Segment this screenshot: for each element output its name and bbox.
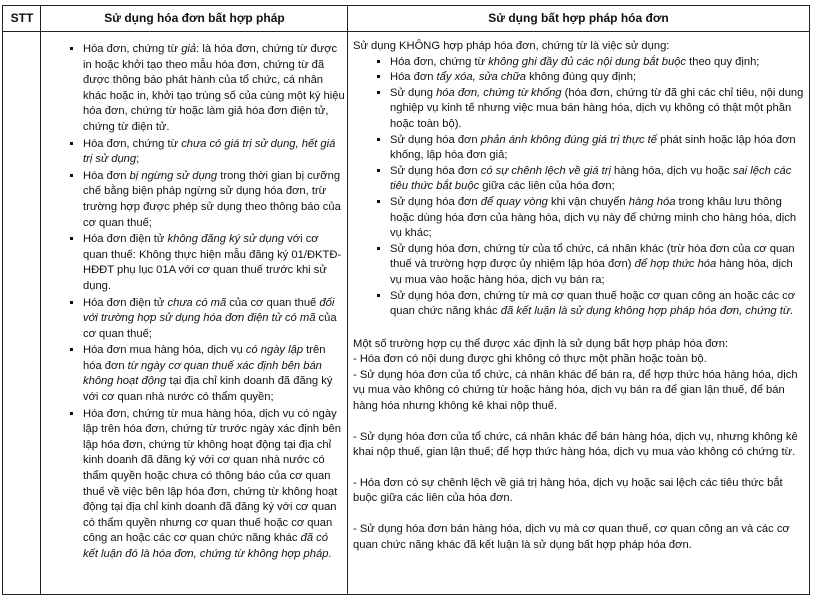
list-item xyxy=(390,133,805,164)
case-5: - Sử dụng hóa đơn bán hàng hóa, dịch vụ mà cơ quan thuế, cơ quan công an và các cơ quan chức năng khác đã kết luận là sử dụng bất hợp pháp hóa đơn. xyxy=(353,523,790,551)
text: : là hóa đơn, chứng từ được in hoặc khởi tạo theo mẫu hóa đơn, chứng từ đã được thông báo phát hành của tổ chức, cá nhân khác hoặc in, khởi tạo trùng số của cùng một ký hiệu hóa đơn, chứng từ hoặc làm giả hóa đơn điện tử, chứng từ điện tử. xyxy=(83,43,345,133)
text: theo quy định; xyxy=(686,55,760,68)
header-col-1: Sử dụng hóa đơn bất hợp pháp xyxy=(104,11,285,25)
list-item xyxy=(390,195,805,242)
cases-block xyxy=(353,337,805,554)
text: hàng hóa, dịch vụ mua vào hoặc hàng hóa, dịch vụ bán ra; xyxy=(390,258,793,286)
italic-text: hóa đơn, chứng từ khống xyxy=(436,86,562,99)
text: Hóa đơn, chứng từ xyxy=(83,137,182,150)
col2-cell xyxy=(353,39,805,553)
text: Hóa đơn, chứng từ xyxy=(390,55,489,68)
italic-text: chưa có mã xyxy=(167,296,227,309)
divider-stt xyxy=(40,6,41,594)
header-col-2: Sử dụng bất hợp pháp hóa đơn xyxy=(488,11,669,25)
text: . xyxy=(789,305,794,318)
col1-cell xyxy=(53,42,345,564)
list-item xyxy=(390,55,805,71)
text: Hóa đơn điện tử xyxy=(83,296,168,309)
case-2: - Sử dụng hóa đơn của tổ chức, cá nhân khác để bán ra, để hợp thức hóa hàng hóa, dịch vụ mua vào không có chứng từ hoặc hàng hóa, dịch vụ bán ra để gian lận thuế, để bán hàng hóa nhưng không kê khai nộp thuế. xyxy=(353,368,798,413)
case-4: - Hóa đơn có sự chênh lệch về giá trị hàng hóa, dịch vụ hoặc sai lệch các tiêu thức bắt buộc giữa các liên của hóa đơn. xyxy=(353,476,783,505)
italic-text: phản ánh không đúng giá trị thực tế xyxy=(480,133,657,146)
text: (hóa đơn, chứng từ đã ghi các chỉ tiêu, nội dung nghiệp vụ kinh tế nhưng việc mua bán hàng hóa, dịch vụ không có thật một phần hoặc toàn bộ). xyxy=(390,86,804,130)
table-header xyxy=(3,6,809,32)
text: Sử dụng xyxy=(390,86,437,99)
list-item xyxy=(83,296,345,343)
italic-text: chưa có giá trị sử dụng, hết giá trị sử dụng xyxy=(83,137,336,166)
list-item xyxy=(83,343,345,405)
header-stt: STT xyxy=(10,11,34,25)
list-item xyxy=(390,86,805,133)
list-item xyxy=(83,232,345,294)
text: với cơ quan thuế: Không thực hiện mẫu đăng ký 01/ĐKTĐ-HĐĐT phụ lục 01A với cơ quan thuế trước khi sử dụng. xyxy=(83,233,342,292)
comparison-table xyxy=(2,5,810,595)
italic-text: đối với trường hợp sử dụng hóa đơn điện tử có mã xyxy=(83,296,335,325)
case-1: - Hóa đơn có nội dung được ghi không có thực một phần hoặc toàn bộ. xyxy=(353,353,707,366)
text: tại địa chỉ kinh doanh đã đăng ký với cơ quan nhà nước có thẩm quyền; xyxy=(83,375,333,404)
italic-text: để hợp thức hóa xyxy=(634,258,717,271)
italic-text: bị ngừng sử dụng xyxy=(129,169,218,182)
text: không đúng quy định; xyxy=(525,71,637,84)
text: trong khâu lưu thông hoặc dùng hóa đơn của hàng hóa, dịch vụ này để chứng minh cho hàng hóa, dịch vụ khác; xyxy=(390,195,797,240)
text: Hóa đơn điện tử xyxy=(83,233,168,246)
italic-text: từ ngày cơ quan thuế xác định bên bán không hoạt động xyxy=(83,359,322,388)
text: Sử dụng hóa đơn xyxy=(390,133,481,146)
italic-text: tẩy xóa, sửa chữa xyxy=(436,71,526,84)
italic-text: không đăng ký sử dụng xyxy=(167,233,285,246)
col2-intro: Sử dụng KHÔNG hợp pháp hóa đơn, chứng từ là việc sử dụng: xyxy=(353,40,670,52)
italic-text: không ghi đầy đủ các nội dung bắt buộc xyxy=(488,55,687,68)
list-item xyxy=(390,242,805,289)
list-item xyxy=(83,42,345,136)
list-item xyxy=(390,70,805,86)
text: giữa các liên của hóa đơn; xyxy=(479,180,615,193)
text: phát sinh hoặc lập hóa đơn khống, lập hóa đơn giả; xyxy=(390,133,796,162)
list-item xyxy=(83,407,345,563)
italic-text: có ngày lập xyxy=(245,344,304,357)
list-item xyxy=(390,289,805,320)
text: Sử dụng hóa đơn xyxy=(390,164,481,177)
italic-text: có sự chênh lệch về giá trị xyxy=(480,164,611,177)
text: Sử dụng hóa đơn xyxy=(390,195,481,208)
list-item xyxy=(83,169,345,231)
text: Sử dụng hóa đơn, chứng từ của tổ chức, cá nhân khác (trừ hóa đơn của cơ quan thuế và trường hợp được ủy nhiệm lập hóa đơn) xyxy=(390,242,795,271)
list-item xyxy=(83,137,345,168)
text: trong thời gian bị cưỡng chế bằng biện pháp ngừng sử dụng hóa đơn, trừ trường hợp được phép sử dụng theo thông báo của cơ quan thuế; xyxy=(83,169,341,229)
text: Hóa đơn, chứng từ xyxy=(83,43,182,55)
text: của cơ quan thuế; xyxy=(83,312,337,340)
italic-text: sai lệch các tiêu thức bắt buộc xyxy=(390,164,792,193)
italic-text: để quay vòng xyxy=(480,195,548,208)
text: khi vận chuyển xyxy=(547,195,629,208)
list-item xyxy=(390,164,805,195)
italic-text: đã có kết luận đó là hóa đơn, chứng từ không hợp pháp xyxy=(83,532,329,560)
case-3: - Sử dụng hóa đơn của tổ chức, cá nhân khác để bán hàng hóa, dịch vụ, nhưng không kê khai nộp thuế, gian lận thuế; để hợp thức hàng hóa, dịch vụ mua vào không có chứng từ. xyxy=(353,430,798,459)
divider-cols xyxy=(347,6,348,594)
text: ; xyxy=(136,153,140,166)
col1-list xyxy=(53,42,345,563)
italic-text: hàng hóa xyxy=(628,195,676,208)
text: hàng hóa, dịch vụ hoặc xyxy=(610,164,733,177)
col2-list xyxy=(353,55,805,320)
text: Hóa đơn, chứng từ mua hàng hóa, dịch vụ có ngày lập trên hóa đơn, chứng từ trước ngày xác định bên lập hóa đơn, chứng từ không hoạt động tại địa chỉ kinh doanh đã đăng ký với cơ quan nhà nước có thẩm quyền hoặc chưa có thông báo của cơ quan thuế về việc bên lập hóa đơn, chứng từ không hoạt động tại địa chỉ kinh doanh đã đăng ký với cơ quan có thẩm quyền nhưng cơ quan thuế hoặc cơ quan công an hoặc các cơ quan chức năng khác xyxy=(83,407,341,545)
text: Sử dụng hóa đơn, chứng từ mà cơ quan thuế hoặc cơ quan công an hoặc các cơ quan chức năng khác xyxy=(390,289,796,318)
text: . xyxy=(328,548,332,560)
cases-title: Một số trường hợp cụ thể được xác định là sử dụng bất hợp pháp hóa đơn: xyxy=(353,337,729,350)
italic-text: giả xyxy=(181,43,197,55)
italic-text: đã kết luận là sử dụng không hợp pháp hóa đơn, chứng từ xyxy=(500,305,790,318)
text: Hóa đơn xyxy=(83,169,130,182)
text: của cơ quan thuế xyxy=(226,296,320,309)
text: Hóa đơn xyxy=(390,71,437,84)
text: trên hóa đơn xyxy=(83,344,326,372)
text: Hóa đơn mua hàng hóa, dịch vụ xyxy=(83,344,246,357)
